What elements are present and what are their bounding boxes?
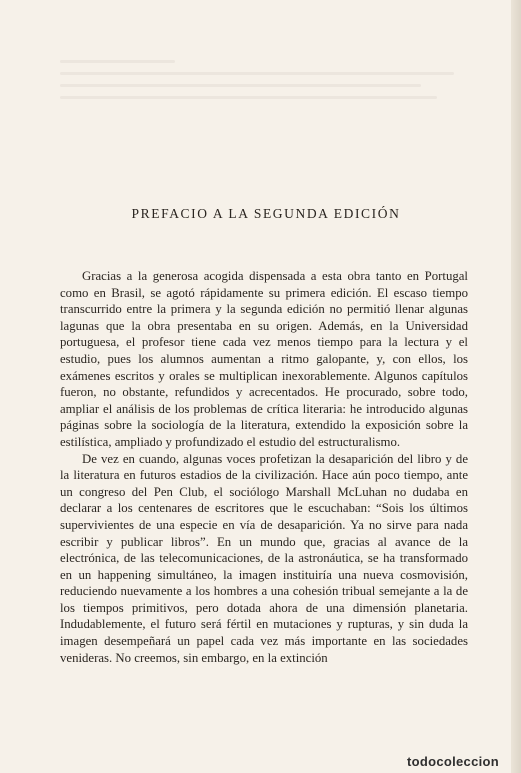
body-text (60, 268, 468, 666)
bleed-through-text (60, 60, 470, 120)
paragraph-1: Gracias a la generosa acogida dispensada a esta obra tanto en Portugal como en Brasil, se agotó rápidamente su primera edición. El escaso tiempo transcurrido entre la primera y la segunda edición no permitió llenar algunas lagunas que la obra presentaba en su origen. Además, en la Universidad portuguesa, el profesor tiene cada vez menos tiempo para la lectura y el estudio, pues los alumnos aumentan a ritmo galopante, y, con ellos, los exámenes escritos y orales se multiplican inexorablemente. Algunos capítulos fueron, no obstante, refundidos y acrecentados. He procurado, sobre todo, ampliar el análisis de los problemas de crítica literaria: he introducido algunas páginas sobre la sociología de la literatura, extendido la exposición sobre la estilística, ampliado y profundizado el estudio del estructuralismo. (60, 269, 468, 449)
page-heading: PREFACIO A LA SEGUNDA EDICIÓN (131, 206, 401, 221)
site-watermark: todocoleccion (406, 754, 499, 769)
page-edge (511, 0, 521, 773)
paragraph-2: De vez en cuando, algunas voces profetizan la desaparición del libro y de la literatura en futuros estadios de la civilización. Hace aún poco tiempo, ante un congreso del Pen Club, el sociólogo Marshall McLuhan no dudaba en declarar a los centenares de escritores que le escuchaban: “Sois los últimos supervivientes de una especie en vía de desaparición. Ya no sirve para nada escribir y publicar libros”. En un mundo que, gracias al avance de la electrónica, de las telecomunicaciones, de la astronáutica, se ha transformado en un happening simultáneo, la imagen instituiría una nueva cosmovisión, reduciendo nuevamente a los hombres a una cohesión tribual semejante a la de los tiempos primitivos, pero dotada ahora de una dimensión planetaria. Indudablemente, el futuro será fértil en mutaciones y rupturas, y sin duda la imagen desempeñará un papel cada vez más importante en las sociedades venideras. No creemos, sin embargo, en la extinción (60, 451, 468, 665)
